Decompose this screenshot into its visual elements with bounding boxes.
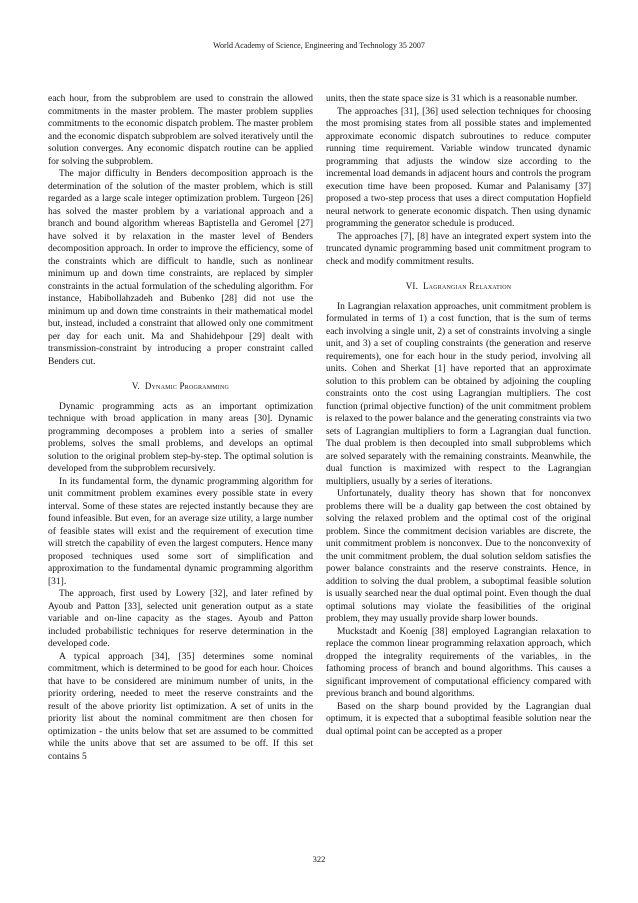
section-heading-dynamic-programming bbox=[48, 380, 313, 393]
section-title: Dynamic Programming bbox=[144, 381, 230, 391]
page-number: 322 bbox=[312, 854, 326, 864]
left-column bbox=[48, 93, 313, 763]
right-column bbox=[326, 93, 591, 738]
section-number: V. bbox=[131, 381, 140, 391]
paragraph: A typical approach [34], [35] determines some nominal commitment, which is determined to be good for each hour. Choices that have to be considered are minimum number of units, in the priority ordering, needed to meet the reserve constraints and the result of the above priority list optimization. A set of units in the priority list about the nominal commitment are then chosen for optimization - the units below that set are assumed to be committed while the units above that set are assumed to be off. If this set contains 5 bbox=[48, 651, 313, 762]
paragraph: each hour, from the subproblem are used to constrain the allowed commitments in the master problem. The master problem supplies commitments to the economic dispatch problem. The master problem and the economic dispatch subproblem are solved iteratively until the solution converges. Any economic dispatch routine can be applied for solving the subproblem. bbox=[48, 94, 313, 167]
paragraph: The major difficulty in Benders decomposition approach is the determination of the solution of the master problem, which is still regarded as a large scale integer optimization problem. Turgeon [26] has solved the master problem by a variational approach and a branch and bound algorithm whereas Baptistella and Geromel [27] have solved it by relaxation in the master level of Benders decomposition approach. In order to improve the efficiency, some of the constraints which are difficult to handle, such as nonlinear minimum up and down time constraints, are replaced by simpler constraints in the actual formulation of the scheduling algorithm. For instance, Habibollahzadeh and Bubenko [28] did not use the minimum up and down time constraints in their mathematical model but, instead, included a constraint that allowed only one commitment per day for each unit. Ma and Shahidehpour [29] dealt with transmission-constraint by introducing a proper constraint called Benders cut. bbox=[48, 169, 313, 367]
paragraph: Muckstadt and Koenig [38] employed Lagrangian relaxation to replace the common linear programming relaxation approach, which dropped the integrality requirements of the variables, in the fathoming process of branch and bound algorithms. This causes a significant improvement of computational efficiency compared with previous branch and bound algorithms. bbox=[326, 626, 591, 699]
running-header: World Academy of Science, Engineering and Technology 35 2007 bbox=[213, 41, 425, 50]
paragraph: In Lagrangian relaxation approaches, unit commitment problem is formulated in terms of 1) a cost function, that is the sum of terms each involving a single unit, 2) a set of constraints involving a single unit, and 3) a set of coupling constraints (the generation and reserve requirements), one for each hour in the study period, involving all units. Cohen and Sherkat [1] have reported that an approximate solution to this problem can be obtained by adjoining the coupling constraints onto the cost using Lagrangian multipliers. The cost function (primal objective function) of the unit commitment problem is relaxed to the power balance and the generating constraints via two sets of Lagrangian multipliers to form a Lagrangian dual function. The dual problem is then decoupled into small subproblems which are solved separately with the remaining constraints. Meanwhile, the dual function is maximized with respect to the Lagrangian multipliers, usually by a series of iterations. bbox=[326, 301, 591, 487]
paragraph: Based on the sharp bound provided by the Lagrangian dual optimum, it is expected that a suboptimal feasible solution near the dual optimal point can be accepted as a proper bbox=[326, 701, 591, 737]
paragraph: Dynamic programming acts as an important optimization technique with broad application in many areas [30]. Dynamic programming decomposes a problem into a series of smaller problems, solves the small problems, and develops an optimal solution to the original problem step-by-step. The optimal solution is developed from the subproblem recursively. bbox=[48, 401, 313, 474]
paragraph: Unfortunately, duality theory has shown that for nonconvex problems there will be a duality gap between the cost obtained by solving the relaxed problem and the optimal cost of the original problem. Since the commitment decision variables are discrete, the unit commitment problem is nonconvex. Due to the nonconvexity of the unit commitment problem, the dual solution seldom satisfies the power balance constraints and the reserve constraints. Hence, in addition to solving the dual problem, a suboptimal feasible solution is usually searched near the dual optimal point. Even though the dual optimal solutions may violate the feasibilities of the original problem, they may usually provide sharp lower bounds. bbox=[326, 489, 591, 624]
section-title: Lagrangian Relaxation bbox=[422, 281, 512, 291]
paragraph: The approach, first used by Lowery [32], and later refined by Ayoub and Patton [33], selected unit generation output as a state variable and on-line capacity as the stages. Ayoub and Patton included probabilistic techniques for reserve determination in the developed code. bbox=[48, 589, 313, 649]
section-number: VI. bbox=[405, 281, 419, 291]
paragraph: In its fundamental form, the dynamic programming algorithm for unit commitment problem examines every possible state in every interval. Some of these states are rejected instantly because they are found infeasible. But even, for an average size utility, a large number of feasible states will exist and the requirement of execution time will stretch the capability of even the largest computers. Hence many proposed techniques used some sort of simplification and approximation to the fundamental dynamic programming algorithm [31]. bbox=[48, 476, 313, 587]
paragraph: The approaches [7], [8] have an integrated expert system into the truncated dynamic programming based unit commitment program to check and modify commitment results. bbox=[326, 231, 591, 267]
section-heading-lagrangian-relaxation bbox=[326, 280, 591, 293]
paragraph: units, then the state space size is 31 which is a reasonable number. bbox=[326, 94, 578, 104]
paragraph: The approaches [31], [36] used selection techniques for choosing the most promising states from all possible states and implemented approximate economic dispatch subroutines to reduce computer running time requirement. Variable window truncated dynamic programming that adjusts the window size according to the incremental load demands in adjacent hours and controls the program execution time have been proposed. Kumar and Palanisamy [37] proposed a two-step process that uses a direct computation Hopfield neural network to generate economic dispatch. Then using dynamic programming the generator schedule is produced. bbox=[326, 106, 591, 229]
